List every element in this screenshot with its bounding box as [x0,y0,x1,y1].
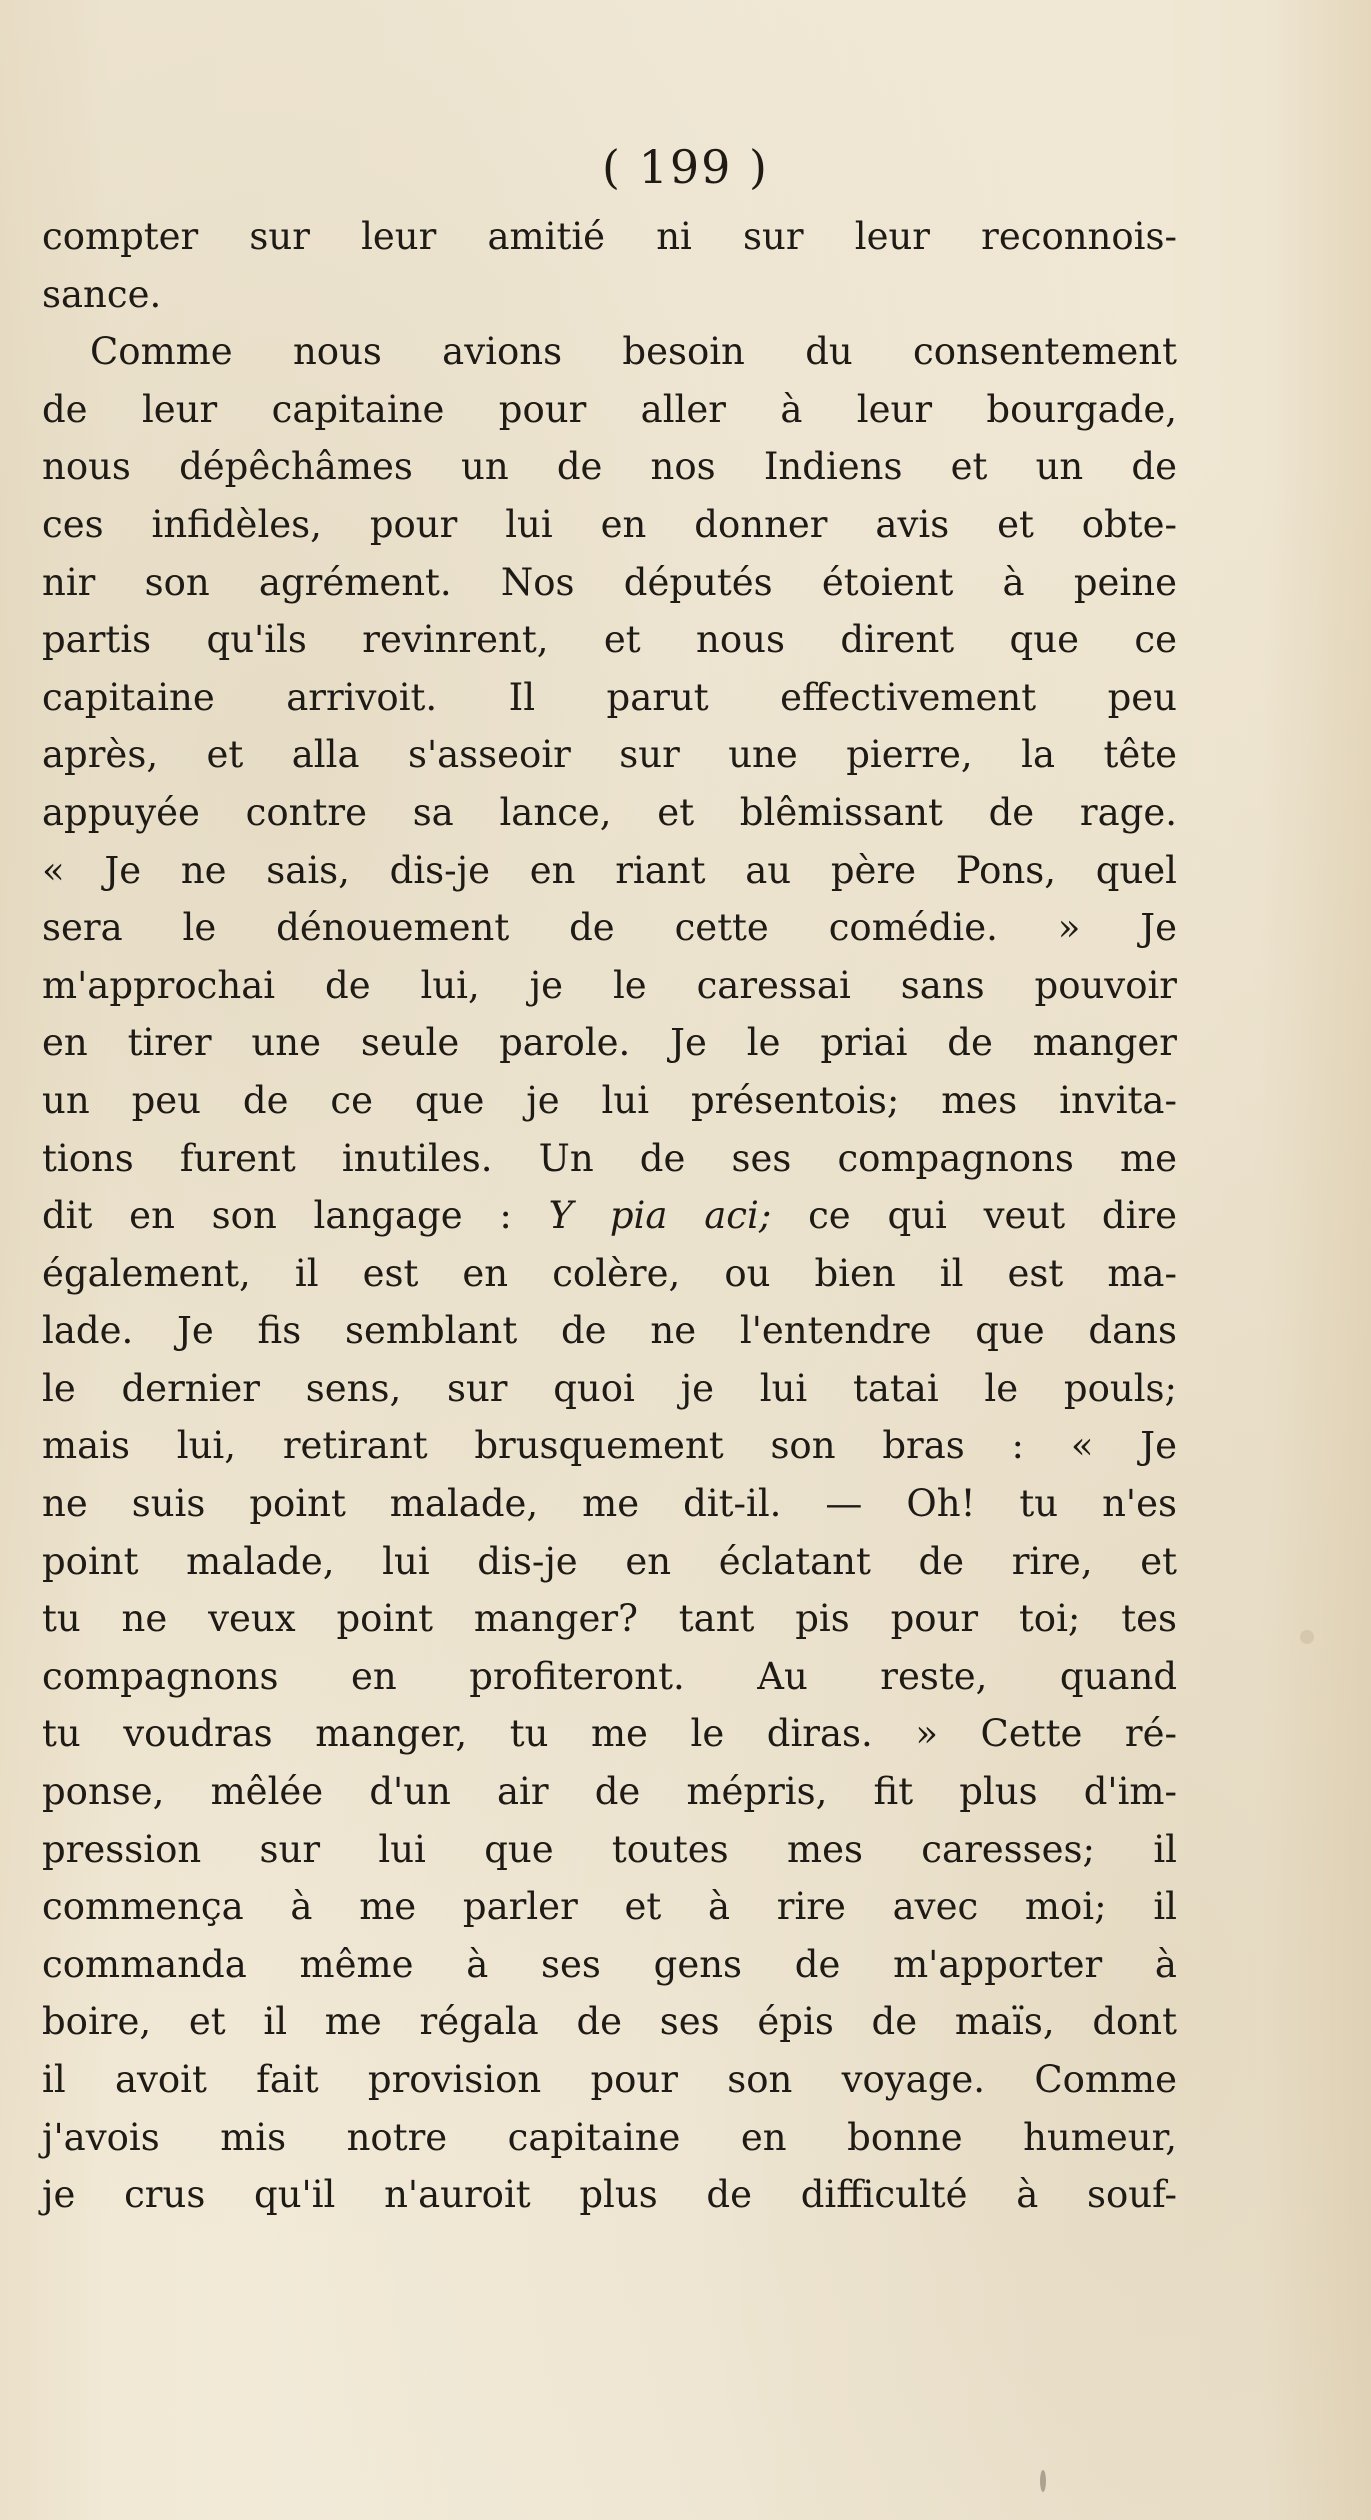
text-line: m'approchai de lui, je le caressai sans pouvoir [42,963,1177,1007]
text-line: appuyée contre sa lance, et blêmissant de rage. [42,790,1177,834]
text-line: ponse, mêlée d'un air de mépris, fit plus d'im- [42,1770,1177,1814]
text-line: Comme nous avions besoin du consentement [90,330,1177,374]
text-line: point malade, lui dis-je en éclatant de rire, et [42,1539,1177,1583]
text-run: ce qui veut dire [771,1194,1177,1238]
text-line-with-italic [42,1187,1177,1245]
text-line: tions furent inutiles. Un de ses compagnons me [42,1136,1177,1180]
italic-phrase: Y pia aci; [548,1194,772,1238]
text-line: partis qu'ils revinrent, et nous dirent que ce [42,618,1177,662]
text-line: tu voudras manger, tu me le diras. » Cette ré- [42,1712,1177,1756]
text-line: un peu de ce que je lui présentois; mes invita- [42,1078,1177,1122]
text-line: lade. Je fis semblant de ne l'entendre que dans [42,1309,1177,1353]
text-line: le dernier sens, sur quoi je lui tatai le pouls; [42,1366,1177,1410]
text-line: mais lui, retirant brusquement son bras : « Je [42,1424,1177,1468]
text-line: tu ne veux point manger? tant pis pour toi; tes [42,1597,1177,1641]
text-line: commanda même à ses gens de m'apporter à [42,1942,1177,1986]
text-line: sera le dénouement de cette comédie. » Je [42,906,1177,950]
text-line: il avoit fait provision pour son voyage. Comme [42,2058,1177,2101]
text-line: ces infidèles, pour lui en donner avis et obte- [42,502,1177,546]
text-line: nous dépêchâmes un de nos Indiens et un de [42,445,1177,489]
text-line: nir son agrément. Nos députés étoient à peine [42,560,1177,604]
text-line: j'avois mis notre capitaine en bonne humeur, [42,2115,1177,2159]
text-line: boire, et il me régala de ses épis de maïs, dont [42,2000,1177,2044]
text-line: en tirer une seule parole. Je le priai de manger [42,1021,1177,1065]
paper-stain [1300,1630,1314,1644]
text-line: sance. [42,272,162,316]
text-line: également, il est en colère, ou bien il est ma- [42,1251,1177,1295]
text-line: compagnons en profiteront. Au reste, quand [42,1654,1177,1698]
text-line: commença à me parler et à rire avec moi; il [42,1885,1177,1929]
text-line: compter sur leur amitié ni sur leur reconnois- [42,215,1177,258]
text-line: de leur capitaine pour aller à leur bourgade, [42,387,1177,431]
text-line: ne suis point malade, me dit-il. — Oh! tu n'es [42,1482,1177,1526]
paper-stain [1040,2470,1046,2492]
body-text [42,208,1177,2224]
page-number: ( 199 ) [602,140,769,194]
text-line: je crus qu'il n'auroit plus de difficulté à souf- [42,2173,1177,2217]
text-line: capitaine arrivoit. Il parut effectivement peu [42,675,1177,719]
text-run: dit en son langage : [42,1194,549,1238]
text-line: après, et alla s'asseoir sur une pierre, la tête [42,733,1177,777]
text-line: pression sur lui que toutes mes caresses; il [42,1827,1177,1871]
text-line: « Je ne sais, dis-je en riant au père Pons, quel [42,848,1177,892]
